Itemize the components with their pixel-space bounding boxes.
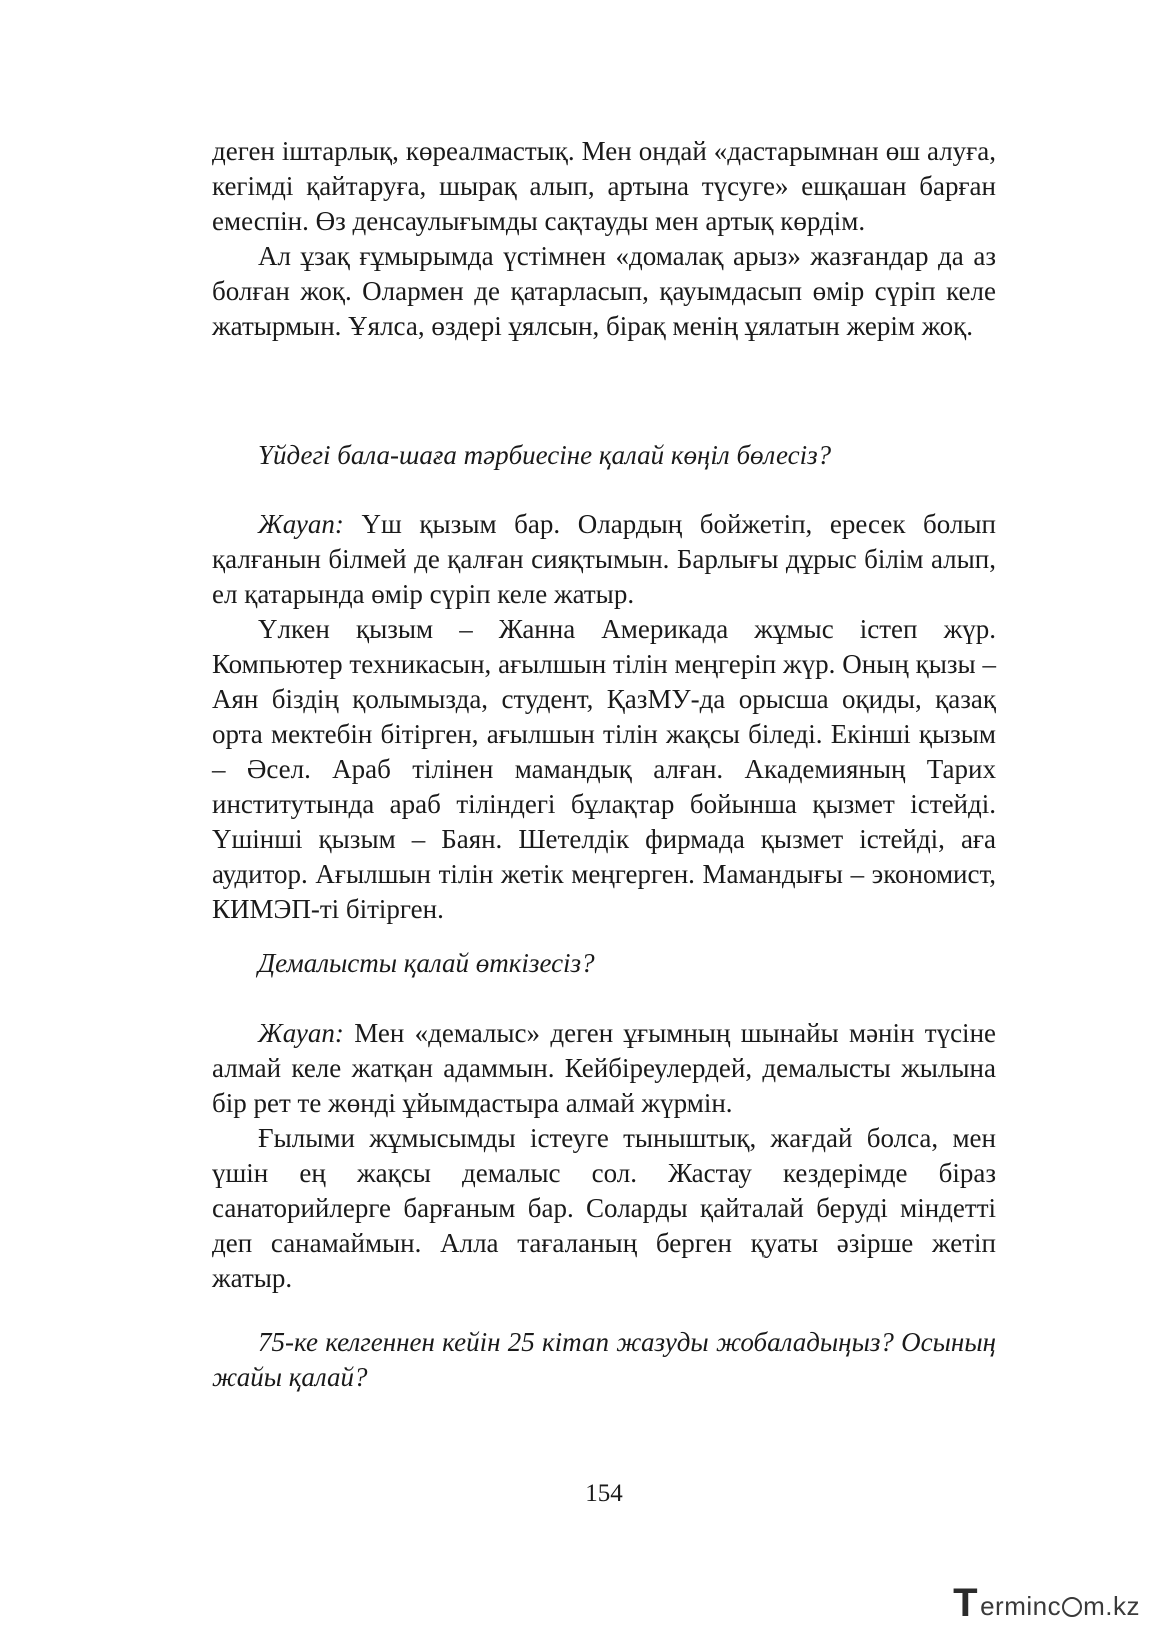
paragraph: Ғылыми жұмысымды істеуге тыныштық, жағдай болса, мен үшін ең жақсы демалыс сол. Жастау кездерімде біраз санаторийлерге барғаным бар. Соларды қайталай беруді міндетті деп санамаймын. Алла тағаланың берген қуаты әзірше жетіп жатыр.: [212, 1123, 996, 1293]
watermark-text-2: m.kz: [1083, 1591, 1140, 1621]
watermark-logo: [953, 1581, 1140, 1625]
question-block: [212, 438, 996, 473]
answer-label: Жауап:: [258, 1018, 344, 1048]
question: 75-ке келгеннен кейін 25 кітап жазуды жобаладыңыз? Осының жайы қалай?: [212, 1327, 996, 1392]
question-block: [212, 1325, 996, 1395]
page-number: 154: [585, 1480, 623, 1507]
answer-paragraph: [212, 507, 996, 612]
question-block: [212, 946, 996, 981]
text-block-1: [212, 134, 996, 344]
answer-block-1: [212, 507, 996, 927]
paragraph: Ал ұзақ ғұмырымда үстімнен «домалақ арыз» жазғандар да аз болған жоқ. Олармен де қатарласып, қауымдасып өмір сүріп келе жатырмын. Ұялса, өздері ұялсын, бірақ менің ұялатын жерім жоқ.: [212, 241, 996, 341]
question: Демалысты қалай өткізесіз?: [258, 948, 595, 978]
answer-text: Мен «демалыс» деген ұғымның шынайы мәнін түсіне алмай келе жатқан адаммын. Кейбіреулердей, демалысты жылына бір рет те жөнді ұйымдастыра алмай жүрмін.: [212, 1018, 996, 1118]
answer-label: Жауап:: [258, 509, 344, 539]
paragraph: деген іштарлық, көреалмастық. Мен ондай «дастарымнан өш алуға, кегімді қайтаруға, шырақ алып, артына түсуге» ешқашан барған емеспін. Өз денсаулығымды сақтауды мен артық көрдім.: [212, 136, 996, 236]
watermark-text-1: erminc: [980, 1591, 1062, 1621]
answer-block-2: [212, 1016, 996, 1296]
answer-text: Үш қызым бар. Олардың бойжетіп, ересек болып қалғанын білмей де қалған сияқтымын. Барлығы дұрыс білім алып, ел қатарында өмір сүріп келе жатыр.: [212, 509, 997, 609]
watermark-t: T: [953, 1581, 979, 1625]
magnifier-icon: [1062, 1597, 1082, 1617]
question: Үйдегі бала-шаға тәрбиесіне қалай көңіл бөлесіз?: [258, 440, 832, 470]
paragraph: Үлкен қызым – Жанна Америкада жұмыс істеп жүр. Компьютер техникасын, ағылшын тілін меңгеріп жүр. Оның қызы – Аян біздің қолымызда, студент, ҚазМУ-да орысша оқиды, қазақ орта мектебін бітірген, ағылшын тілін жақсы біледі. Екінші қызым – Әсел. Араб тілінен мамандық алған. Академияның Тарих институтында араб тіліндегі бұлақтар бойынша қызмет істейді. Үшінші қызым – Баян. Шетелдік фирмада қызмет істейді, аға аудитор. Ағылшын тілін жетік меңгерген. Мамандығы – экономист, КИМЭП-ті бітірген.: [212, 614, 996, 924]
answer-paragraph: [212, 1016, 996, 1121]
